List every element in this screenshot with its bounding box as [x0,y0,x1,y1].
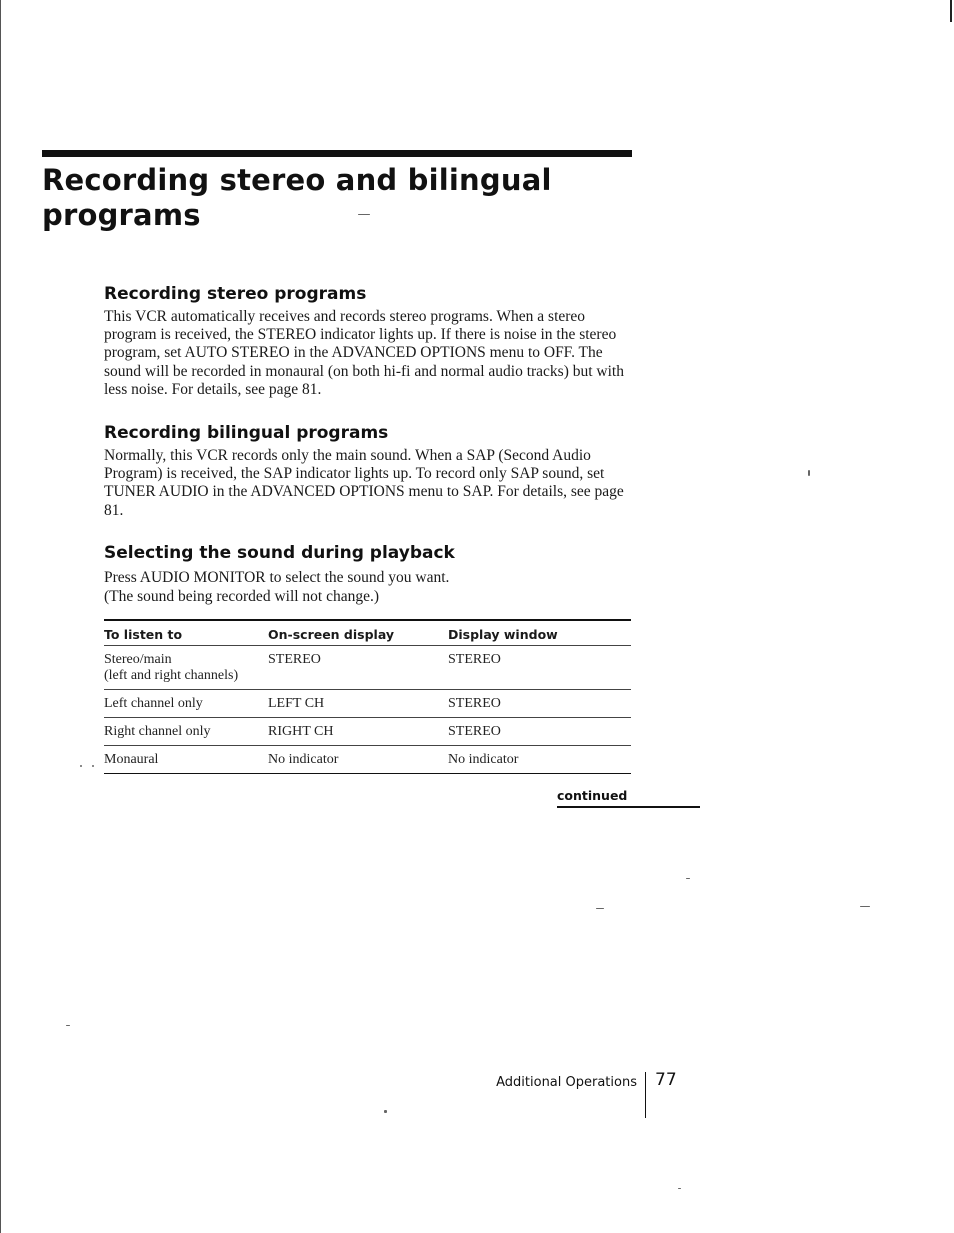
table-cell-window: STEREO [448,718,631,746]
scan-speck [678,1188,681,1189]
paragraph-selecting-sound-line-1: Press AUDIO MONITOR to select the sound you want. [104,569,450,586]
page-scan-edge-right [950,0,952,22]
scan-speck [384,1110,387,1113]
table-cell-onscreen: RIGHT CH [268,718,448,746]
page-number: 77 [655,1070,677,1090]
scan-speck [66,1025,70,1026]
scan-speck [686,878,690,879]
audio-output-table [104,619,631,774]
table-cell-onscreen: No indicator [268,746,448,774]
table-header-listen: To listen to [104,620,268,646]
scan-speck [92,765,94,767]
table-cell-onscreen: STEREO [268,646,448,690]
page-scan-edge [0,0,1,1233]
table-header-onscreen: On-screen display [268,620,448,646]
table-cell-listen: Right channel only [104,718,268,746]
scan-speck [808,470,810,476]
page-title: Recording stereo and bilingual programs [42,163,552,232]
table-row [104,646,631,690]
listen-option-note: (left and right channels) [104,668,239,683]
table-cell-listen: Left channel only [104,690,268,718]
heading-selecting-sound: Selecting the sound during playback [104,543,455,563]
table-cell-window: No indicator [448,746,631,774]
listen-option: Stereo/main [104,652,172,667]
footer-section-name: Additional Operations [496,1075,637,1090]
scan-speck [596,908,604,909]
table-cell-window: STEREO [448,646,631,690]
table-cell-listen [104,646,268,690]
table-header-window: Display window [448,620,631,646]
paragraph-recording-bilingual: Normally, this VCR records only the main sound. When a SAP (Second Audio Program) is received, the SAP indicator lights up. To record only SAP sound, set TUNER AUDIO in the ADVANCED OPTIONS menu to SAP. For details, see page 81. [104,447,624,519]
scan-speck [80,765,82,767]
heading-recording-bilingual: Recording bilingual programs [104,423,389,443]
table-row [104,690,631,718]
paragraph-recording-stereo: This VCR automatically receives and records stereo programs. When a stereo program is received, the STEREO indicator lights up. If there is noise in the stereo program, set AUTO STEREO in the ADVANCED OPTIONS menu to OFF. The sound will be recorded in monaural (on both hi-fi and normal audio tracks) but with less noise. For details, see page 81. [104,308,624,398]
table-cell-listen: Monaural [104,746,268,774]
scan-speck [860,906,870,907]
title-rule [42,150,632,157]
heading-recording-stereo: Recording stereo programs [104,284,367,304]
table-row [104,746,631,774]
table-cell-window: STEREO [448,690,631,718]
continued-label: continued [557,788,700,808]
scan-speck [358,214,370,215]
paragraph-selecting-sound-line-2: (The sound being recorded will not change.) [104,588,380,605]
table-row [104,718,631,746]
footer-divider [645,1072,646,1118]
table-header-row [104,620,631,646]
table-cell-onscreen: LEFT CH [268,690,448,718]
